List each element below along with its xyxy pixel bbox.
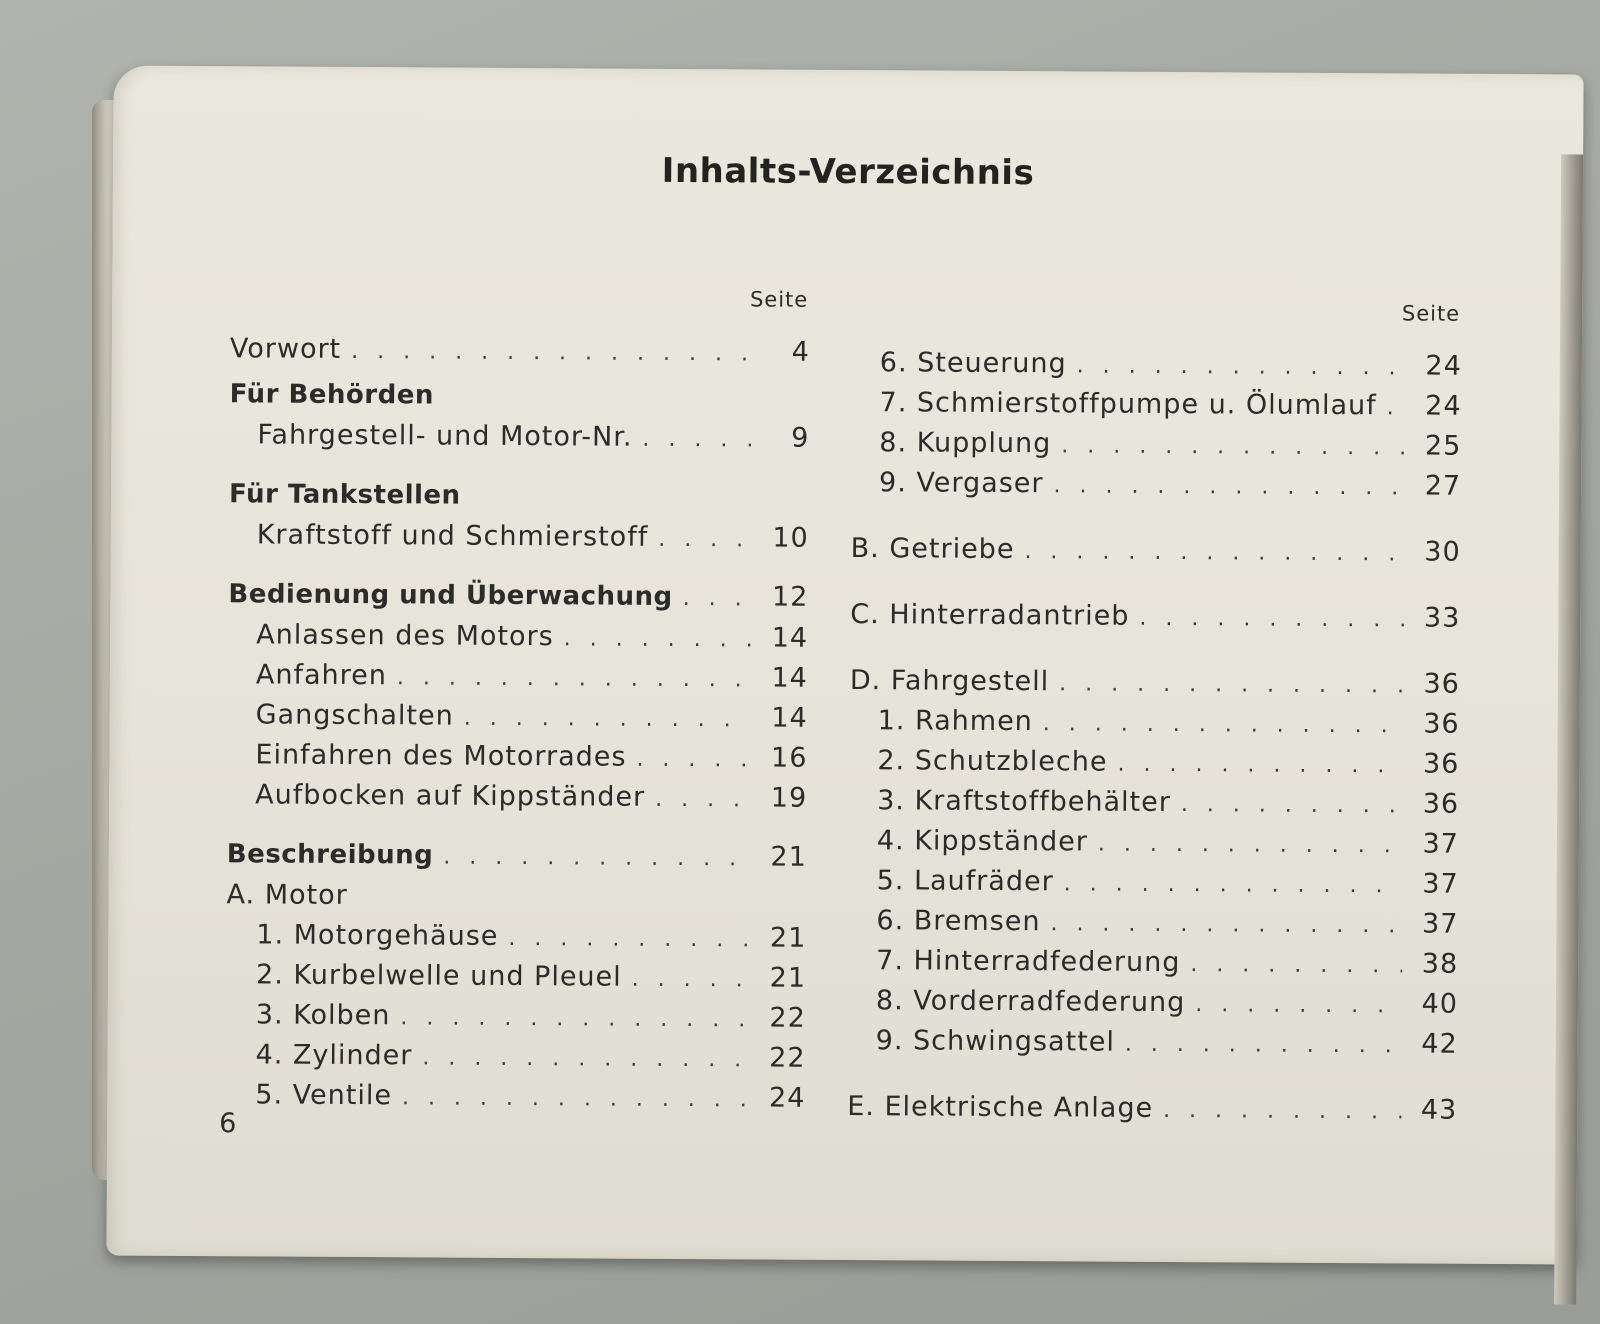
- toc-entry-kraftstoffbehaelter: 3. Kraftstoffbehälter . . . 36: [849, 781, 1459, 825]
- toc-entry-hinterradfederung: 7. Hinterradfederung . . . 38: [848, 941, 1458, 985]
- leader-dots: [655, 780, 751, 821]
- page-number: 6: [219, 1108, 237, 1140]
- toc-entry-schmierstoffpumpe: 7. Schmierstoffpumpe u. Ölumlauf . . . 24: [851, 383, 1461, 427]
- toc-subsection-elektrische-anlage: E. Elektrische Anlage . . . 43: [847, 1087, 1457, 1131]
- toc-entry-fahrgestell-nr: Fahrgestell- und Motor-Nr. . . . 9: [229, 415, 809, 459]
- toc-entry-steuerung: 6. Steuerung . . . 24: [852, 343, 1462, 387]
- toc-subsection-motor: A. Motor: [226, 879, 348, 911]
- toc-entry-rahmen: 1. Rahmen . . . 36: [850, 701, 1460, 745]
- leader-dots: [1061, 426, 1405, 468]
- toc-entry-aufbocken: Aufbocken auf Kippständer . . . 19: [227, 775, 807, 819]
- leader-dots: [642, 420, 753, 461]
- leader-dots: [1050, 904, 1402, 946]
- leader-dots: [1043, 704, 1404, 746]
- toc-entry-ventile: 5. Ventile . . . 24: [225, 1075, 805, 1119]
- toc-column-left: [225, 281, 810, 1119]
- leader-dots: [397, 658, 752, 700]
- leader-dots: [508, 919, 750, 960]
- leader-dots: [1181, 785, 1404, 826]
- leader-dots: [1053, 466, 1405, 508]
- leader-dots: [1059, 664, 1404, 706]
- toc-entry-bremsen: 6. Bremsen . . . 37: [848, 901, 1458, 945]
- toc-entry-vergaser: 9. Vergaser . . . 27: [851, 463, 1461, 507]
- leader-dots: [402, 1078, 750, 1120]
- toc-entry-kurbelwelle: 2. Kurbelwelle und Pleuel . . . 21: [226, 955, 806, 999]
- facing-page-edge: [1554, 154, 1583, 1304]
- leader-dots: [1190, 945, 1402, 986]
- toc-entry-gangschalten: Gangschalten . . . 14: [228, 695, 808, 739]
- toc-entry-kippstaender: 4. Kippständer . . . 37: [849, 821, 1459, 865]
- leader-dots: [1098, 825, 1403, 867]
- toc-entry-anlassen: Anlassen des Motors . . . 14: [228, 615, 808, 659]
- leader-dots: [1163, 1091, 1401, 1132]
- leader-dots: [1125, 1025, 1402, 1067]
- leader-dots: [1024, 532, 1404, 574]
- toc-section-beschreibung: Beschreibung . . . 21: [227, 829, 807, 879]
- toc-column-right: [847, 295, 1462, 1131]
- toc-entry-schwingsattel: 9. Schwingsattel . . . 42: [848, 1021, 1458, 1065]
- leader-dots: [1195, 985, 1402, 1026]
- leader-dots: [632, 960, 751, 1001]
- leader-dots: [422, 1038, 749, 1080]
- leader-dots: [400, 998, 750, 1040]
- toc-subsection-fahrgestell: D. Fahrgestell . . . 36: [850, 661, 1460, 705]
- seite-heading-right: Seite: [1401, 301, 1461, 326]
- seite-heading-left: Seite: [749, 287, 809, 312]
- leader-dots: [1139, 599, 1404, 641]
- toc-entry-zylinder: 4. Zylinder . . . 22: [225, 1035, 805, 1079]
- toc-section-tankstellen: Für Tankstellen: [228, 479, 461, 511]
- toc-subsection-hinterradantrieb: C. Hinterradantrieb . . . 33: [850, 595, 1460, 639]
- page-title: Inhalts-Verzeichnis: [661, 150, 1035, 194]
- leader-dots: [683, 574, 753, 624]
- toc-subsection-getriebe: B. Getriebe . . . 30: [851, 529, 1461, 573]
- leader-dots: [1117, 745, 1403, 787]
- toc-entry-vorwort: Vorwort . . . 4: [230, 329, 810, 373]
- leader-dots: [351, 332, 754, 374]
- toc-entry-vorderradfederung: 8. Vorderradfederung . . . 40: [848, 981, 1458, 1025]
- toc-entry-einfahren: Einfahren des Motorrades . . . 16: [227, 735, 807, 779]
- toc-entry-kupplung: 8. Kupplung . . . 25: [851, 423, 1461, 467]
- leader-dots: [658, 520, 753, 561]
- leader-dots: [443, 833, 751, 885]
- toc-entry-schutzbleche: 2. Schutzbleche . . . 36: [849, 741, 1459, 785]
- toc-entry-anfahren: Anfahren . . . 14: [228, 655, 808, 699]
- toc-section-behoerden: Für Behörden: [229, 379, 434, 411]
- leader-dots: [1387, 388, 1406, 428]
- toc-entry-laufraeder: 5. Laufräder . . . 37: [849, 861, 1459, 905]
- leader-dots: [1077, 346, 1406, 388]
- leader-dots: [1064, 864, 1403, 906]
- leader-dots: [464, 699, 752, 741]
- leader-dots: [564, 619, 753, 660]
- toc-entry-kraftstoff: Kraftstoff und Schmierstoff . . . 10: [229, 515, 809, 559]
- toc-section-bedienung: Bedienung und Überwachung . . . 12: [228, 569, 808, 619]
- booklet-page: [106, 66, 1583, 1265]
- toc-entry-kolben: 3. Kolben . . . 22: [226, 995, 806, 1039]
- leader-dots: [636, 740, 751, 781]
- toc-entry-motorgehaeuse: 1. Motorgehäuse . . . 21: [226, 915, 806, 959]
